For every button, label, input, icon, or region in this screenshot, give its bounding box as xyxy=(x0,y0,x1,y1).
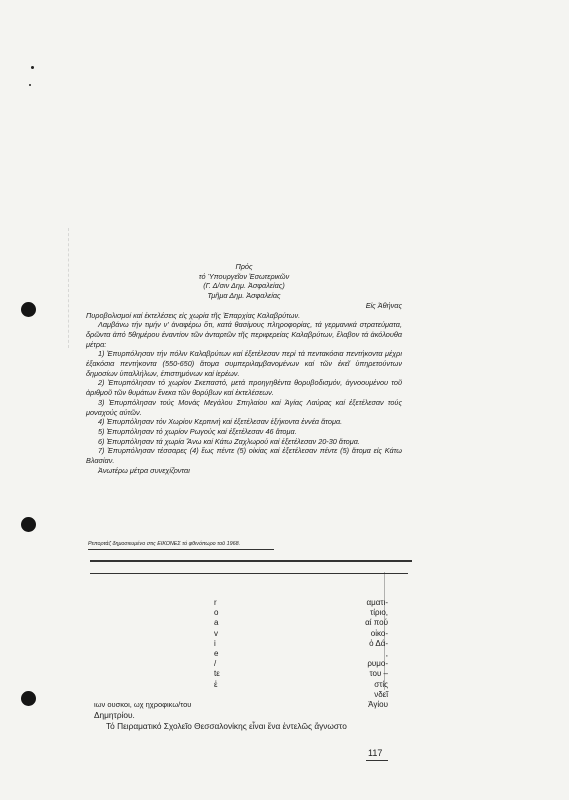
fragment-text: τίριο, xyxy=(370,608,388,618)
fragment-text: v xyxy=(214,628,218,638)
fragment-text: / xyxy=(214,659,217,669)
punch-hole xyxy=(21,302,36,317)
fragment-text: i xyxy=(214,638,216,648)
list-item: 6) Ἐπυρπόλησαν τά χωρία Ἄνω καί Κάτω Ζαχλωρού καί ἐξετέλεσαν 20-30 ἄτομα. xyxy=(98,436,360,446)
addressee-line: Τμῆμα Δημ. Ἀσφαλείας xyxy=(207,291,281,301)
left-column-fragments xyxy=(214,598,220,690)
page-number: 117 xyxy=(368,748,383,758)
addressee-block xyxy=(86,262,402,301)
fragment-text: ἐ xyxy=(214,679,218,689)
book-text-line: Δημητρίου. xyxy=(94,710,135,720)
divider-thick xyxy=(90,560,412,562)
subject-line: Πυροβολισμοί καί ἐκτελέσεις εἰς χωρία τῆς Ἐπαρχίας Καλαβρύτων. xyxy=(86,310,301,320)
fragment-text: στίς xyxy=(374,679,388,689)
fragment-text: Ἁγίου xyxy=(368,700,388,710)
fragment-text: αί πού xyxy=(365,618,388,628)
list-item: 4) Ἐπυρπόλησαν τόν Χωρίον Κερπινή καί ἐξετέλεσαν ἑξήκοντα ἐννέα ἄτομα. xyxy=(98,417,343,427)
book-text-line: Τό Πειραματικό Σχολεῖο Θεσσαλονίκης εἶναι ἕνα ἐντελῶς ἄγνωστο xyxy=(106,721,347,731)
fragment-text: οἰκο- xyxy=(370,628,388,638)
fragment-text: ὁ Δά- xyxy=(369,638,388,648)
punch-hole xyxy=(21,691,36,706)
fragment-text: ρυμο- xyxy=(367,659,388,669)
fragment-text: r xyxy=(214,598,217,607)
right-column-fragments xyxy=(358,598,388,710)
list-item: 5) Ἐπυρπόλησαν τό χωρίον Ρωγούς καί ἐξετέλεσαν 46 ἄτομα. xyxy=(98,426,297,436)
addressee-line: (Γ. Δ/σιν Δημ. Ἀσφαλείας) xyxy=(203,281,285,291)
pasted-document xyxy=(86,262,402,475)
list-item: 3) Ἐπυρπόλησαν τούς Μονάς Μεγάλου Σπηλαίου καί Ἁγίας Λαύρας καί ἐξετέλεσαν τούς μοναχούς αὐτῶν. xyxy=(86,397,402,417)
caption-underline xyxy=(88,549,274,550)
list-item: 1) Ἐπυρπόλησαν τήν πόλιν Καλαβρύτων καί ἐξετέλεσαν περί τά πεντακόσια πεντήκοντα μέχρι ἑξακόσια πεντήκοντα (550-650) ἄτομα συμπεριλαμβανομένων καί τῶν ἐκεῖ ὑπηρετούντων δημοσίων ὑπαλλήλων, ἐπιστημόνων καί ἱερέων. xyxy=(86,349,402,378)
fragment-text: του – xyxy=(369,669,388,679)
destination: Εἰς Ἀθήνας xyxy=(365,300,402,310)
scan-fold-mark xyxy=(68,228,70,348)
fragment-text: νδεῖ xyxy=(374,689,388,699)
photo-caption: Ρεπορτάζ δημοσιευμένο στις ΕΙΚΟΝΕΣ τό φθινόπωρο τοῦ 1968. xyxy=(88,541,241,547)
fragment-text: o xyxy=(214,608,219,618)
fragment-text: αματι- xyxy=(366,598,388,607)
closing-line: Ἀνωτέρω μέτρα συνεχίζονται xyxy=(98,465,190,475)
cut-off-line: ιων ουσκοι, ωχ ηχροφικω/του xyxy=(94,700,192,709)
punch-hole xyxy=(21,517,36,532)
addressee-line: Πρός xyxy=(235,262,253,271)
fragment-text: e xyxy=(214,649,219,659)
fragment-text: a xyxy=(214,618,219,628)
fragment-text: , xyxy=(385,649,388,659)
divider-thin xyxy=(90,573,408,574)
book-text xyxy=(94,710,392,732)
fragment-text: tε xyxy=(214,669,220,679)
scan-speck xyxy=(29,84,31,86)
list-item: 2) Ἐπυρπόλησαν τό χωρίον Σκεπαστό, μετά προηγηθέντα θορυβοδισμόν, ἀγνοουμένου τοῦ ἀριθμοῦ τῶν θυμάτων ἕνεκα τῶν θορύβων καί ἐκτελέσεων. xyxy=(86,378,402,398)
list-item: 7) Ἐπυρπόλησαν τέσσαρες (4) ἕως πέντε (5) οἰκίας καί ἐξετέλεσαν πέντε (5) ἄτομα εἰς Κάτω Βλασίαν. xyxy=(86,446,402,466)
scan-speck xyxy=(31,66,34,69)
intro-paragraph: Λαμβάνω τήν τιμήν ν' ἀναφέρω ὅτι, κατά θασίμους πληροφορίας, τά γερμανικά στρατεύματα, δρῶντα ἀπό 5θημέρου ἐναντίον τῶν ἀνταρτῶν τῆς περιφερείας Καλαβρύτων, ἔλαβον τά ἀκόλουθα μέτρα: xyxy=(86,320,402,349)
addressee-line: τό Ύπουργεῖον Ἐσωτερικῶν xyxy=(198,271,290,281)
page-number-underline xyxy=(366,760,388,761)
